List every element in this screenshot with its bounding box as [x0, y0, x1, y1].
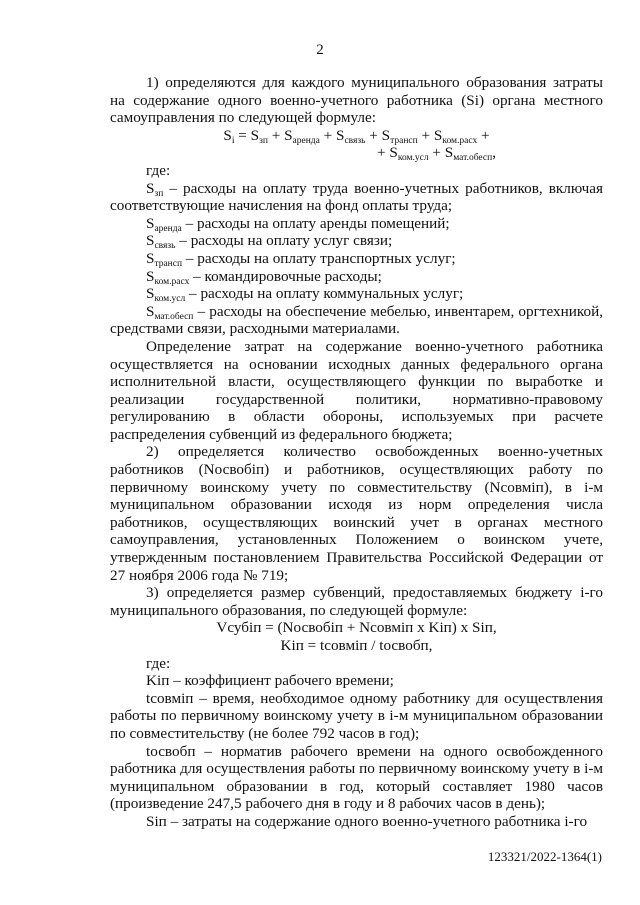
where-label: где:: [146, 161, 171, 179]
formula-coefficient: Kiп = tсовмiп / tосвобп,: [280, 637, 433, 654]
paragraph-3: 3) определяется размер субвенций, предоставляемых бюджету i-го муниципального образования, по следующей формуле:: [110, 584, 603, 619]
def-zp: $S_{зп}$ – расходы на оплату труда военно-учетных работников, включая соответствующие начисления на фонд оплаты труда;: [110, 179, 603, 215]
paragraph-cost-definition: Определение затрат на содержание военно-учетного работника осуществляется на основании исходных данных федерального органа исполнительной власти, осуществляющего функции по выработке и реализации государственной политики, нормативно-правовому регулированию в области обороны, используемых при расчете распределения субвенций из федерального бюджета;: [110, 337, 603, 443]
def2-kip: Kiп – коэффициент рабочего времени;: [146, 672, 394, 690]
intro-paragraph: 1) определяются для каждого муниципального образования затраты на содержание одного военно-учетного работника (Si) органа местного самоуправления по следующей формуле:: [110, 74, 603, 127]
page-number: 2: [316, 42, 324, 58]
def-svyaz: $S_{связь}$ – расходы на оплату услуг связи;: [146, 232, 393, 252]
def-kom-usl: $S_{ком.усл}$ – расходы на оплату коммунальных услуг;: [146, 285, 464, 305]
document-body: [110, 74, 603, 831]
document-registration-number: 123321/2022-1364(1): [487, 849, 602, 864]
def-transp: $S_{трансп}$ – расходы на оплату транспортных услуг;: [146, 249, 456, 269]
formula-si: $S_i = S_{зп} + S_{аренда} + S_{связь} + S_{трансп} + S_{ком.расх}$ + + $S_{ком.усл} + S_{мат.обесп}$,: [223, 126, 496, 164]
where-label-2: где:: [146, 654, 171, 672]
def2-tosvob: tосвобп – норматив рабочего времени на одного освобожденного работника для осуществления работы по первичному воинскому учету в i-м муниципальном образовании в год, который составляет 1980 часов (произведение 247,5 рабочего дня в году и 8 рабочих часов в день);: [110, 742, 603, 813]
def-kom-rash: $S_{ком.расх}$ – командировочные расходы;: [146, 267, 382, 287]
formula-subvention: Vсубiп = (Nосвобiп + Nсовмiп x Kiп) x Siп,: [216, 619, 497, 637]
def2-tsovm: tсовмiп – время, необходимое одному работнику для осуществления работы по первичному воинскому учету в i-м муниципальном образовании по совместительству (не более 792 часов в год);: [110, 689, 603, 742]
def-mat-obesp: $S_{мат.обесп}$ – расходы на обеспечение мебелью, инвентарем, оргтехникой, средствами связи, расходными материалами.: [110, 302, 603, 338]
paragraph-2: 2) определяется количество освобожденных военно-учетных работников (Nосвобiп) и работников, осуществляющих работу по первичному воинскому учету по совместительству (Nсовмiп), в i-м муниципальном образовании исходя из норм определения числа работников, осуществляющих воинский учет в органах местного самоуправления, установленных Положением о воинском учете, утвержденным постановлением Правительства Российской Федерации от 27 ноября 2006 года № 719;: [110, 443, 603, 584]
def-arenda: $S_{аренда}$ – расходы на оплату аренды помещений;: [146, 214, 450, 234]
def2-sip: Siп – затраты на содержание одного военно-учетного работника i-го: [146, 812, 588, 830]
